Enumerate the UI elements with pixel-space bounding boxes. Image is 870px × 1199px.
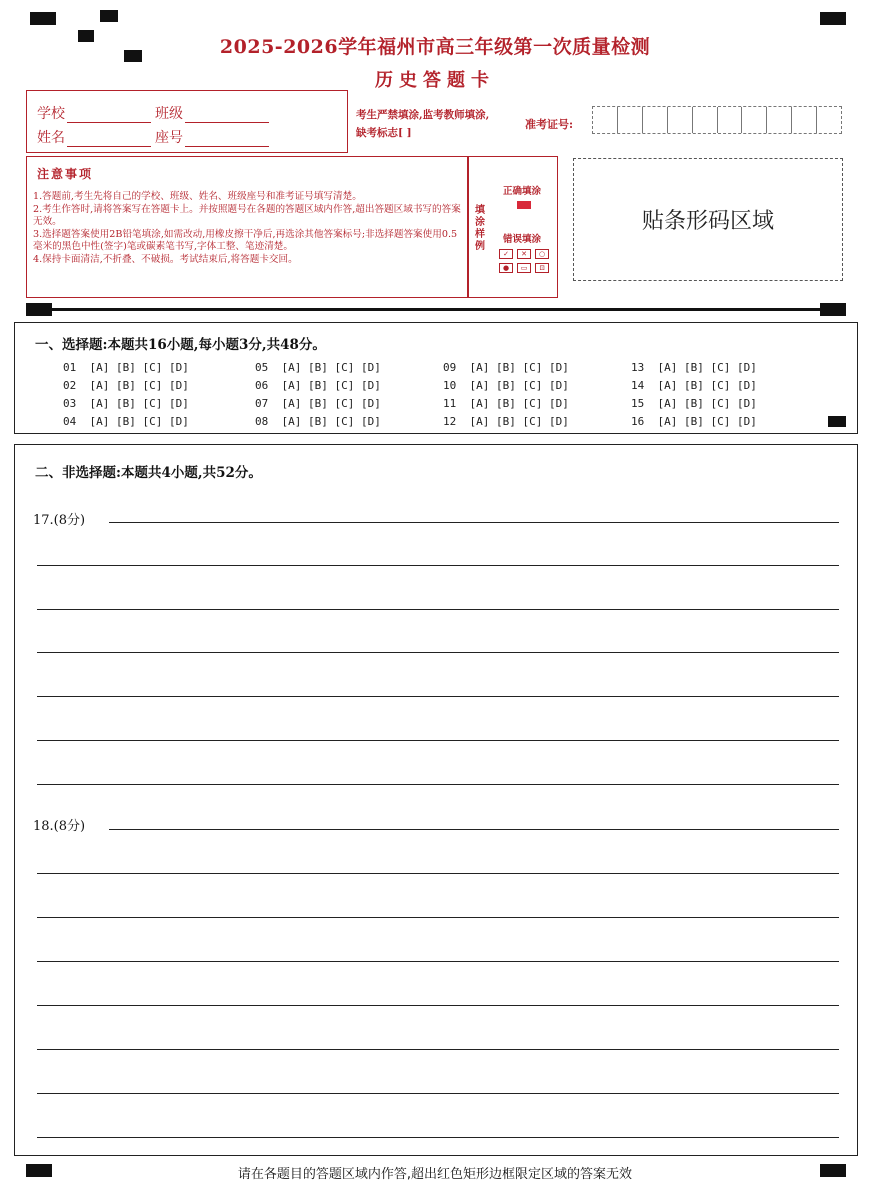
digit-box[interactable]	[593, 107, 618, 133]
digit-box[interactable]	[643, 107, 668, 133]
digit-box[interactable]	[792, 107, 817, 133]
mc-question-row[interactable]: 05 [A] [B] [C] [D]	[255, 361, 381, 374]
notice-list	[33, 191, 463, 267]
mc-question-row[interactable]: 06 [A] [B] [C] [D]	[255, 379, 381, 392]
registration-mark	[30, 12, 56, 25]
mc-column-3	[443, 361, 569, 433]
wrong-fill-marks-row2	[499, 263, 557, 273]
digit-box[interactable]	[668, 107, 693, 133]
seat-label: 座号	[155, 130, 183, 146]
answer-line[interactable]	[37, 565, 839, 566]
admission-number-label: 准考证号:	[525, 118, 574, 131]
registration-mark	[100, 10, 118, 22]
admission-number-boxes[interactable]	[592, 106, 842, 134]
info-row-school	[37, 103, 273, 123]
name-field[interactable]	[67, 132, 151, 147]
notice-title: 注意事项	[37, 167, 94, 181]
multiple-choice-section	[14, 322, 858, 434]
mc-question-row[interactable]: 09 [A] [B] [C] [D]	[443, 361, 569, 374]
answer-line[interactable]	[37, 784, 839, 785]
mc-question-row[interactable]: 04 [A] [B] [C] [D]	[63, 415, 189, 428]
question-17-label: 17.(8分)	[33, 513, 86, 528]
mc-question-row[interactable]: 11 [A] [B] [C] [D]	[443, 397, 569, 410]
digit-box[interactable]	[718, 107, 743, 133]
absence-mark-note	[356, 106, 516, 142]
absence-note-line1: 考生严禁填涂,监考教师填涂,	[356, 109, 490, 121]
page-subtitle: 历史答题卡	[375, 70, 495, 91]
mc-column-2	[255, 361, 381, 433]
info-row-name	[37, 127, 273, 147]
answer-line[interactable]	[37, 696, 839, 697]
section2-heading: 二、非选择题:本题共4小题,共52分。	[35, 465, 262, 481]
section1-heading: 一、选择题:本题共16小题,每小题3分,共48分。	[35, 337, 326, 353]
answer-line[interactable]	[37, 1093, 839, 1094]
answer-line[interactable]	[37, 1049, 839, 1050]
mc-question-row[interactable]: 01 [A] [B] [C] [D]	[63, 361, 189, 374]
answer-line[interactable]	[37, 917, 839, 918]
divider	[26, 308, 846, 311]
digit-box[interactable]	[742, 107, 767, 133]
answer-line[interactable]	[109, 829, 839, 830]
correct-fill-mark	[517, 201, 531, 209]
answer-line[interactable]	[37, 1005, 839, 1006]
seat-field[interactable]	[185, 132, 269, 147]
circle-mark-icon: ○	[535, 249, 549, 259]
dash-mark-icon: ▭	[517, 263, 531, 273]
name-label: 姓名	[37, 130, 65, 146]
mc-question-row[interactable]: 07 [A] [B] [C] [D]	[255, 397, 381, 410]
bracket-mark-icon: ⊡	[535, 263, 549, 273]
digit-box[interactable]	[693, 107, 718, 133]
class-label: 班级	[155, 106, 183, 122]
digit-box[interactable]	[618, 107, 643, 133]
mc-question-row[interactable]: 16 [A] [B] [C] [D]	[631, 415, 757, 428]
fill-sample-box	[468, 156, 558, 298]
answer-line[interactable]	[37, 961, 839, 962]
digit-box[interactable]	[767, 107, 792, 133]
absence-note-line2[interactable]: 缺考标志[ ]	[356, 127, 412, 139]
answer-line[interactable]	[109, 522, 839, 523]
notice-item: 3.选择题答案使用2B铅笔填涂,如需改动,用橡皮擦干净后,再选涂其他答案标号;非选择题答案使用0.5毫米的黑色中性(签字)笔或碳素笔书写,字体工整、笔迹清楚。	[33, 228, 458, 253]
mc-question-row[interactable]: 02 [A] [B] [C] [D]	[63, 379, 189, 392]
mc-column-1	[63, 361, 189, 433]
registration-mark	[820, 12, 846, 25]
mc-question-row[interactable]: 13 [A] [B] [C] [D]	[631, 361, 757, 374]
mc-question-row[interactable]: 08 [A] [B] [C] [D]	[255, 415, 381, 428]
student-info-box	[26, 90, 348, 153]
page-title: 2025-2026学年福州市高三年级第一次质量检测	[219, 36, 651, 58]
digit-box[interactable]	[817, 107, 841, 133]
wrong-fill-label: 错误填涂	[503, 234, 542, 245]
dot-mark-icon: ●	[499, 263, 513, 273]
question-18-label: 18.(8分)	[33, 819, 86, 834]
mc-question-row[interactable]: 14 [A] [B] [C] [D]	[631, 379, 757, 392]
class-field[interactable]	[185, 108, 269, 123]
notice-box	[26, 156, 468, 298]
answer-line[interactable]	[37, 1137, 839, 1138]
answer-line[interactable]	[37, 609, 839, 610]
wrong-fill-marks-row1	[499, 249, 557, 259]
mc-question-row[interactable]: 12 [A] [B] [C] [D]	[443, 415, 569, 428]
school-field[interactable]	[67, 108, 151, 123]
footer-note: 请在各题目的答题区域内作答,超出红色矩形边框限定区域的答案无效	[237, 1167, 633, 1182]
notice-item: 1.答题前,考生先将自己的学校、班级、姓名、班级座号和准考证号填写清楚。	[33, 191, 362, 202]
mc-question-row[interactable]: 03 [A] [B] [C] [D]	[63, 397, 189, 410]
mc-question-row[interactable]: 10 [A] [B] [C] [D]	[443, 379, 569, 392]
notice-item: 2.考生作答时,请将答案写在答题卡上。并按照题号在各题的答题区域内作答,超出答题区域书写的答案无效。	[33, 203, 461, 228]
answer-line[interactable]	[37, 652, 839, 653]
answer-line[interactable]	[37, 740, 839, 741]
cross-mark-icon: ✕	[517, 249, 531, 259]
mc-question-row[interactable]: 15 [A] [B] [C] [D]	[631, 397, 757, 410]
correct-fill-label: 正确填涂	[503, 186, 542, 197]
mc-column-4	[631, 361, 757, 433]
free-response-section	[14, 444, 858, 1156]
notice-item: 4.保持卡面清洁,不折叠、不破损。考试结束后,将答题卡交回。	[33, 253, 298, 265]
check-mark-icon: ✓	[499, 249, 513, 259]
barcode-area: 贴条形码区域	[573, 158, 843, 281]
school-label: 学校	[37, 106, 65, 122]
answer-line[interactable]	[37, 873, 839, 874]
sample-vertical-label: 填涂样例	[475, 205, 485, 252]
